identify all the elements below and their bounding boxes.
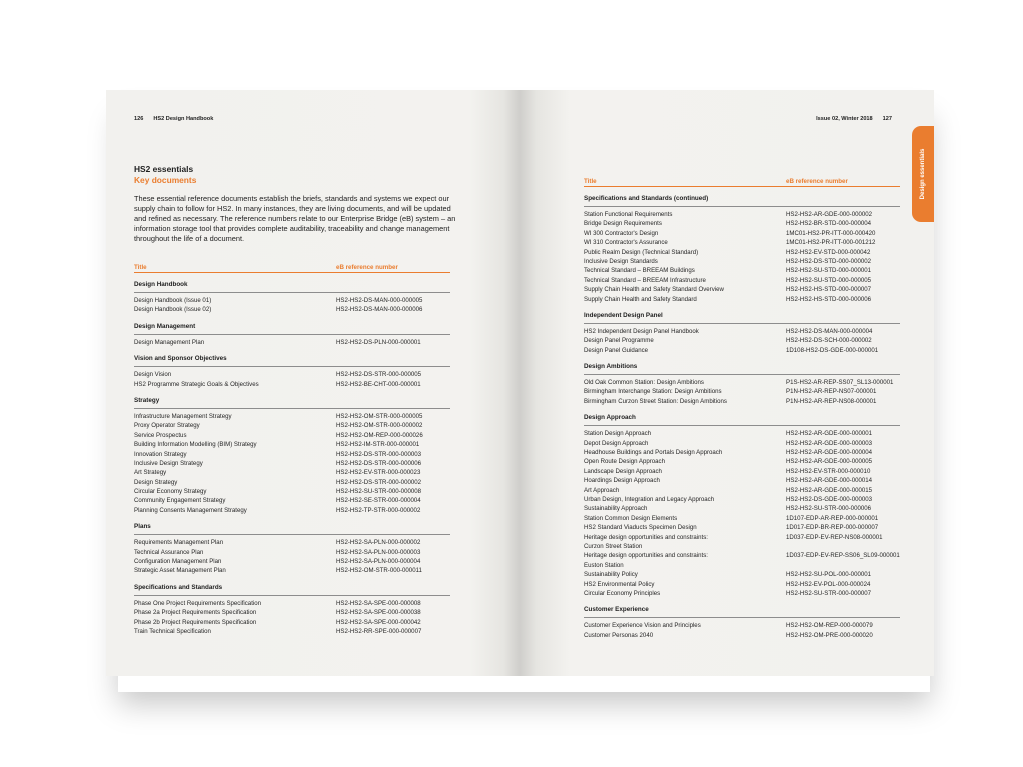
table-header — [584, 174, 900, 187]
table-row — [134, 566, 450, 575]
reference-number: HS2-HS2-AR-GDE-000-000002 — [786, 211, 873, 218]
document-title: Old Oak Common Station: Design Ambitions — [584, 379, 704, 387]
table-row — [134, 538, 450, 547]
document-title: Train Technical Specification — [134, 627, 211, 635]
reference-number: HS2-HS2-SA-PLN-000-000002 — [336, 539, 421, 547]
table-row — [134, 557, 450, 566]
table-row — [584, 276, 900, 285]
document-title: Design Panel Programme — [584, 337, 654, 345]
document-title: Open Route Design Approach — [584, 458, 665, 466]
table-section — [134, 323, 450, 347]
document-title: Station Common Design Elements — [584, 514, 678, 522]
table-row — [584, 533, 900, 542]
document-title: Service Prospectus — [134, 431, 187, 439]
document-title: WI 310 Contractor's Assurance — [584, 239, 668, 247]
document-title: Planning Consents Management Strategy — [134, 506, 247, 514]
document-title: Heritage design opportunities and constraints: — [584, 533, 708, 541]
document-title: Birmingham Interchange Station: Design Ambitions — [584, 388, 722, 396]
document-title: Design Handbook (Issue 02) — [134, 306, 212, 314]
reference-number: HS2-HS2-EV-STD-000-000042 — [786, 248, 871, 256]
table-row — [584, 631, 900, 640]
table-row — [134, 599, 450, 608]
table-row — [584, 378, 900, 387]
issue-label: Issue 02, Winter 2018 — [816, 116, 873, 122]
reference-number: HS2-HS2-DS-STR-000-000005 — [336, 371, 422, 379]
document-title: Curzon Street Station — [584, 542, 643, 550]
table-row — [584, 523, 900, 532]
document-title: Technical Standard – BREEAM Infrastructure — [584, 276, 706, 284]
reference-number: HS2-HS2-SU-STR-000-000007 — [786, 589, 872, 597]
table-row — [134, 421, 450, 430]
table-row — [584, 448, 900, 457]
reference-number: 1D017-EDP-BR-REP-000-000007 — [786, 524, 879, 532]
table-section — [584, 195, 900, 304]
document-title: Innovation Strategy — [134, 450, 187, 458]
table-row — [584, 229, 900, 238]
page-title: HS2 essentials — [134, 164, 194, 174]
reference-number: HS2-HS2-OM-STR-000-000002 — [336, 422, 423, 430]
left-page — [106, 90, 520, 676]
column-header-reference: eB reference number — [786, 178, 848, 185]
table-row — [584, 285, 900, 294]
reference-number: HS2-HS2-AR-GDE-000-000004 — [786, 449, 873, 457]
intro-paragraph: These essential reference documents establish the briefs, standards and systems we expect our supply chain to follow for HS2. In many instances, they are living documents, and will be updated and refined as necessary. The reference numbers relate to our Enterprise Bridge (eB) system – an information storage tool that provides complete auditability, traceability and change management throughout the life of a document. — [134, 194, 456, 243]
document-title: Customer Personas 2040 — [584, 631, 654, 639]
table-row — [134, 608, 450, 617]
reference-number: HS2-HS2-OM-REP-000-000079 — [786, 622, 873, 630]
document-title: Design Vision — [134, 371, 172, 379]
table-row — [584, 439, 900, 448]
running-title: HS2 Design Handbook — [153, 116, 214, 122]
reference-number: HS2-HS2-DS-STR-000-000002 — [336, 478, 422, 486]
reference-number: HS2-HS2-DS-STD-000-000002 — [786, 257, 872, 265]
document-title: Supply Chain Health and Safety Standard Overview — [584, 286, 724, 294]
table-row — [584, 486, 900, 495]
column-header-title: Title — [584, 178, 597, 185]
reference-number: HS2-HS2-AR-GDE-000-000014 — [786, 477, 873, 485]
table-row — [134, 627, 450, 636]
table-section — [134, 355, 450, 389]
document-title: Hoardings Design Approach — [584, 477, 660, 485]
column-header-reference: eB reference number — [336, 264, 398, 271]
document-title: WI 300 Contractor's Design — [584, 229, 659, 237]
table-section — [584, 414, 900, 598]
table-section — [584, 312, 900, 355]
document-title: Design Management Plan — [134, 338, 205, 346]
reference-number: HS2-HS2-AR-GDE-000-000003 — [786, 439, 873, 447]
documents-table — [134, 260, 450, 636]
table-row — [584, 327, 900, 336]
document-title: Design Handbook (Issue 01) — [134, 297, 212, 304]
table-row — [584, 621, 900, 630]
table-row — [134, 370, 450, 379]
document-title: Design Strategy — [134, 478, 178, 486]
table-row — [584, 570, 900, 579]
table-row — [584, 514, 900, 523]
table-row — [134, 296, 450, 305]
document-title: Configuration Management Plan — [134, 558, 222, 566]
reference-number: HS2-HS2-HS-STD-000-000006 — [786, 295, 872, 303]
document-title: Infrastructure Management Strategy — [134, 412, 232, 420]
table-row — [584, 248, 900, 257]
reference-number: HS2-HS2-SU-STR-000-000006 — [786, 505, 872, 513]
reference-number: HS2-HS2-OM-STR-000-000005 — [336, 412, 423, 420]
reference-number: HS2-HS2-SA-SPE-000-000042 — [336, 618, 421, 626]
reference-number: 1D108-HS2-DS-GDE-000-000001 — [786, 346, 879, 354]
reference-number: HS2-HS2-SA-PLN-000-000003 — [336, 548, 421, 556]
table-row — [584, 336, 900, 345]
reference-number: HS2-HS2-EV-POL-000-000024 — [786, 580, 871, 588]
reference-number: HS2-HS2-DS-MAN-000-000006 — [336, 306, 423, 314]
document-title: Public Realm Design (Technical Standard) — [584, 248, 699, 256]
page-number: 127 — [882, 116, 892, 122]
reference-number: 1D107-EDP-AR-REP-000-000001 — [786, 514, 879, 522]
document-title: HS2 Environmental Policy — [584, 580, 655, 588]
document-title: Community Engagement Strategy — [134, 497, 226, 505]
table-row — [584, 589, 900, 598]
reference-number: HS2-HS2-IM-STR-000-000001 — [336, 441, 420, 449]
reference-number: HS2-HS2-DS-STR-000-000006 — [336, 459, 422, 467]
document-title: Design Panel Guidance — [584, 346, 649, 354]
reference-number: HS2-HS2-SA-SPE-000-000038 — [336, 609, 421, 617]
document-title: Urban Design, Integration and Legacy Approach — [584, 495, 715, 503]
document-title: Circular Economy Strategy — [134, 488, 207, 496]
document-title: Art Strategy — [134, 469, 167, 477]
table-row — [134, 459, 450, 468]
section-title: Design Handbook — [134, 281, 450, 293]
table-section — [134, 523, 450, 576]
document-title: Art Approach — [584, 486, 620, 494]
document-title: Euston Station — [584, 561, 624, 569]
table-section — [584, 363, 900, 406]
right-page — [520, 90, 934, 676]
document-title: Birmingham Curzon Street Station: Design Ambitions — [584, 397, 727, 405]
document-title: Technical Assurance Plan — [134, 548, 204, 556]
section-title: Design Ambitions — [584, 363, 900, 375]
table-row — [134, 431, 450, 440]
document-title: Proxy Operator Strategy — [134, 422, 200, 430]
reference-number: 1MC01-HS2-PR-ITT-000-001212 — [786, 239, 876, 247]
table-row — [584, 295, 900, 304]
table-row — [584, 561, 900, 570]
reference-number: HS2-HS2-SA-PLN-000-000004 — [336, 558, 421, 566]
document-title: Headhouse Buildings and Portals Design Approach — [584, 449, 723, 457]
table-row — [584, 219, 900, 228]
column-header-title: Title — [134, 264, 147, 271]
table-row — [584, 397, 900, 406]
table-row — [584, 257, 900, 266]
document-title: HS2 Programme Strategic Goals & Objectives — [134, 380, 259, 388]
reference-number: HS2-HS2-DS-MAN-000-000004 — [786, 327, 873, 335]
reference-number: HS2-HS2-SA-SPE-000-000008 — [336, 599, 421, 607]
reference-number: HS2-HS2-OM-REP-000-000026 — [336, 431, 423, 439]
document-title: Sustainability Approach — [584, 505, 648, 513]
section-title: Specifications and Standards — [134, 584, 450, 596]
table-row — [584, 429, 900, 438]
documents-table — [584, 174, 900, 640]
section-title: Strategy — [134, 397, 450, 409]
page-subtitle: Key documents — [134, 175, 197, 185]
section-heading — [134, 164, 196, 186]
page-number: 126 — [134, 116, 144, 122]
reference-number: HS2-HS2-SU-STD-000-000001 — [786, 267, 872, 275]
table-row — [134, 548, 450, 557]
table-row — [134, 338, 450, 347]
reference-number: HS2-HS2-AR-GDE-000-000005 — [786, 458, 873, 466]
table-row — [134, 440, 450, 449]
reference-number: HS2-HS2-BR-STD-000-000004 — [786, 220, 872, 228]
table-row — [584, 476, 900, 485]
reference-number: HS2-HS2-AR-GDE-000-000015 — [786, 486, 873, 494]
document-title: Building Information Modelling (BIM) Strategy — [134, 441, 257, 449]
document-title: Phase One Project Requirements Specification — [134, 599, 262, 607]
document-title: Depot Design Approach — [584, 439, 649, 447]
table-row — [584, 504, 900, 513]
document-title: Heritage design opportunities and constraints: — [584, 552, 708, 560]
reference-number: HS2-HS2-OM-STR-000-000011 — [336, 567, 422, 575]
table-section — [134, 397, 450, 515]
reference-number: 1D037-EDP-EV-REP-SS06_SL09-000001 — [786, 552, 900, 560]
document-title: Supply Chain Health and Safety Standard — [584, 295, 697, 303]
reference-number: HS2-HS2-DS-MAN-000-000005 — [336, 297, 423, 304]
section-title: Vision and Sponsor Objectives — [134, 355, 450, 367]
table-row — [584, 495, 900, 504]
document-title: HS2 Independent Design Panel Handbook — [584, 327, 699, 335]
running-head — [816, 116, 892, 122]
document-title: HS2 Standard Viaducts Specimen Design — [584, 524, 697, 532]
section-title: Design Approach — [584, 414, 900, 426]
reference-number: HS2-HS2-OM-PRE-000-000020 — [786, 631, 873, 639]
running-head — [134, 116, 213, 122]
table-section — [134, 584, 450, 637]
document-title: Customer Experience Vision and Principles — [584, 622, 701, 630]
document-title: Station Design Approach — [584, 430, 652, 438]
document-title: Landscape Design Approach — [584, 467, 662, 475]
document-title: Inclusive Design Standards — [584, 257, 658, 265]
reference-number: HS2-HS2-DS-SCH-000-000002 — [786, 337, 872, 345]
document-title: Sustainability Policy — [584, 571, 638, 579]
table-row — [134, 468, 450, 477]
reference-number: P1N-HS2-AR-REP-NS07-000001 — [786, 388, 877, 396]
document-title: Circular Economy Principles — [584, 589, 661, 597]
reference-number: HS2-HS2-HS-STD-000-000007 — [786, 286, 872, 294]
table-row — [134, 487, 450, 496]
reference-number: P1N-HS2-AR-REP-NS08-000001 — [786, 397, 877, 405]
table-header — [134, 260, 450, 273]
reference-number: HS2-HS2-SU-POL-000-000001 — [786, 571, 872, 579]
document-title: Phase 2a Project Requirements Specification — [134, 609, 257, 617]
table-row — [134, 412, 450, 421]
reference-number: HS2-HS2-EV-STR-000-000010 — [786, 467, 871, 475]
table-row — [584, 457, 900, 466]
reference-number: HS2-HS2-BE-CHT-000-000001 — [336, 380, 421, 388]
table-row — [584, 210, 900, 219]
reference-number: HS2-HS2-DS-GDE-000-000003 — [786, 495, 873, 503]
section-tab — [912, 126, 934, 222]
section-title: Plans — [134, 523, 450, 535]
reference-number: P1S-HS2-AR-REP-SS07_SL13-000001 — [786, 379, 894, 387]
document-title: Strategic Asset Management Plan — [134, 567, 226, 575]
document-title: Technical Standard – BREEAM Buildings — [584, 267, 695, 275]
table-row — [134, 618, 450, 627]
section-title: Specifications and Standards (continued) — [584, 195, 900, 207]
reference-number: HS2-HS2-DS-PLN-000-000001 — [336, 338, 421, 346]
document-title: Station Functional Requirements — [584, 211, 673, 218]
table-row — [584, 266, 900, 275]
table-row — [584, 346, 900, 355]
table-row — [134, 380, 450, 389]
reference-number: HS2-HS2-RR-SPE-000-000007 — [336, 627, 422, 635]
reference-number: HS2-HS2-AR-GDE-000-000001 — [786, 430, 873, 438]
section-tab-label: Design essentials — [920, 148, 926, 200]
table-row — [584, 467, 900, 476]
table-section — [134, 281, 450, 315]
table-row — [584, 580, 900, 589]
table-row — [134, 450, 450, 459]
table-row — [584, 551, 900, 560]
table-row — [584, 542, 900, 551]
document-title: Phase 2b Project Requirements Specification — [134, 618, 257, 626]
document-title: Inclusive Design Strategy — [134, 459, 203, 467]
document-title: Bridge Design Requirements — [584, 220, 662, 228]
table-section — [584, 606, 900, 640]
table-row — [134, 496, 450, 505]
reference-number: HS2-HS2-DS-STR-000-000003 — [336, 450, 422, 458]
table-row — [134, 478, 450, 487]
reference-number: HS2-HS2-TP-STR-000-000002 — [336, 506, 421, 514]
reference-number: 1D037-EDP-EV-REP-NS08-000001 — [786, 533, 883, 541]
document-title: Requirements Management Plan — [134, 539, 224, 547]
reference-number: HS2-HS2-EV-STR-000-000023 — [336, 469, 421, 477]
reference-number: HS2-HS2-SU-STR-000-000008 — [336, 488, 422, 496]
section-title: Customer Experience — [584, 606, 900, 618]
table-row — [584, 238, 900, 247]
reference-number: 1MC01-HS2-PR-ITT-000-000420 — [786, 229, 876, 237]
table-row — [584, 387, 900, 396]
section-title: Independent Design Panel — [584, 312, 900, 324]
section-title: Design Management — [134, 323, 450, 335]
table-row — [134, 305, 450, 314]
reference-number: HS2-HS2-SU-STD-000-000005 — [786, 276, 872, 284]
table-row — [134, 506, 450, 515]
reference-number: HS2-HS2-SE-STR-000-000004 — [336, 497, 421, 505]
